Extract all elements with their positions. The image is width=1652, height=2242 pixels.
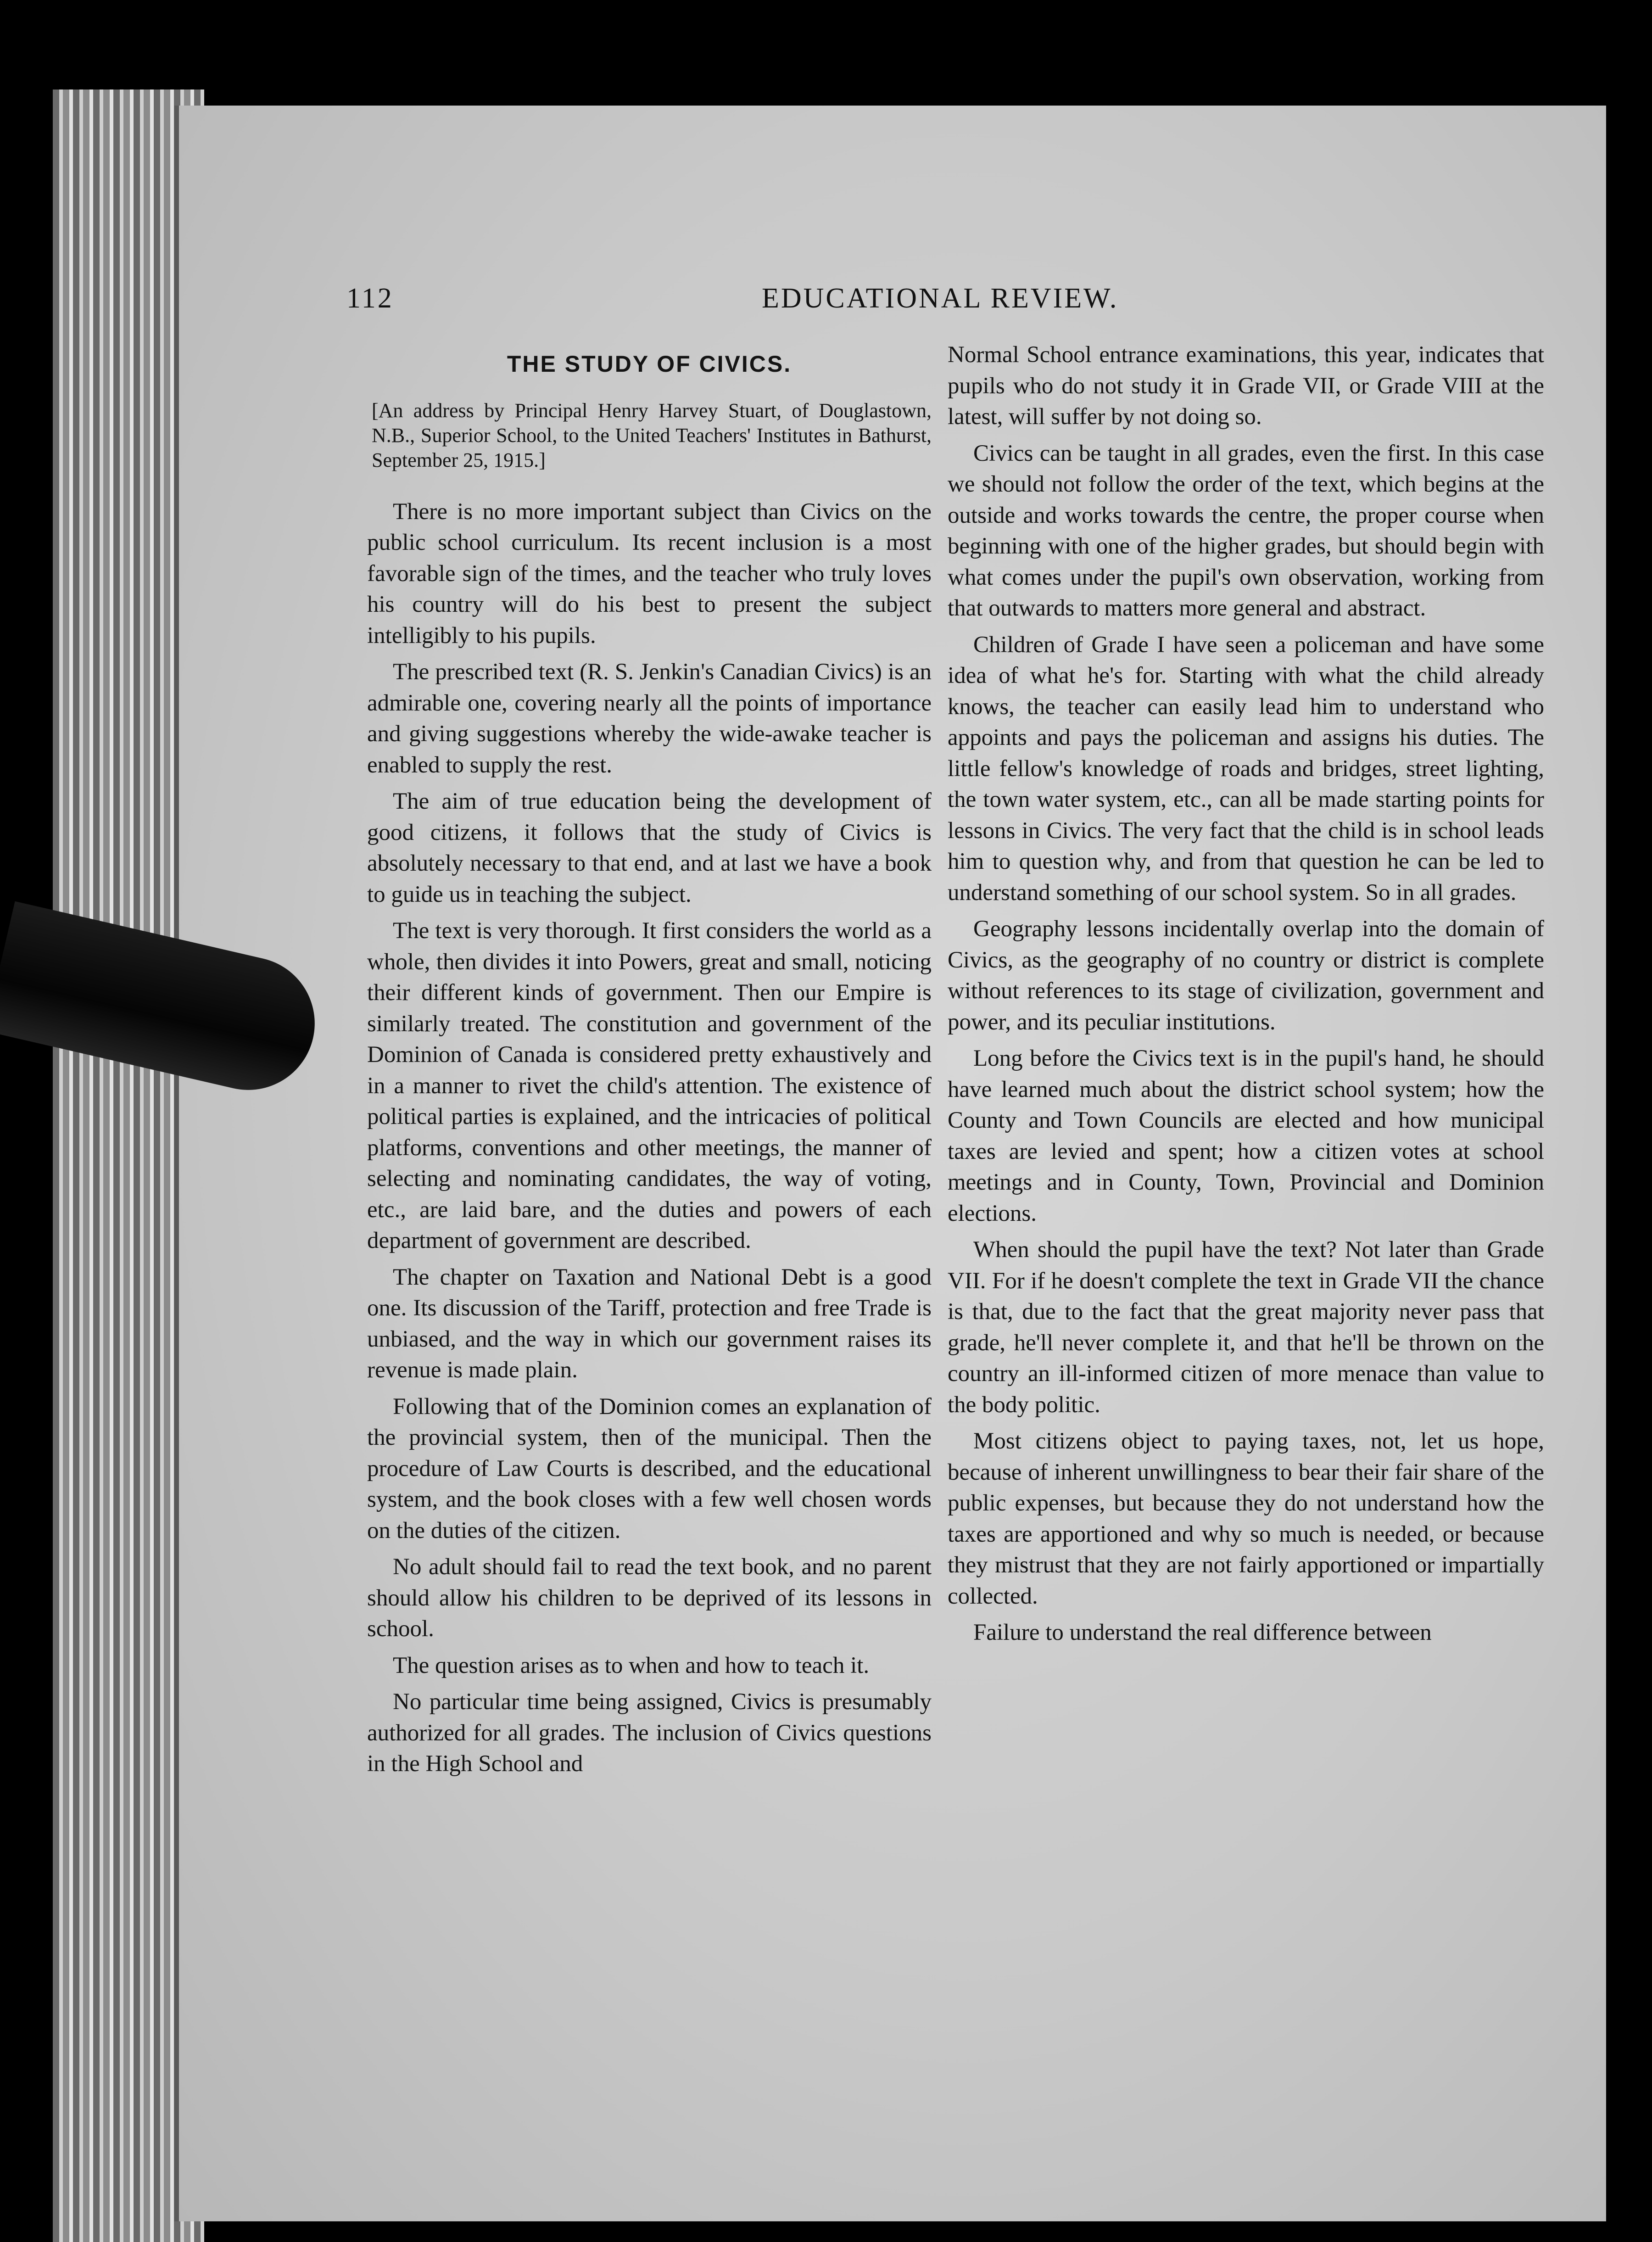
article-byline: [An address by Principal Henry Harvey Stuart, of Douglastown, N.B., Superior School, to the United Teachers' Institutes in Bathurst, September 25, 1915.]	[372, 399, 932, 471]
paragraph: When should the pupil have the text? Not later than Grade VII. For if he doesn't complete the text in Grade VII the chance is that, due to the fact that the great majority never pass that grade, he'll never complete it, and that he'll be thrown on the country an ill-informed citizen of more menace than value to the body politic.	[948, 1237, 1544, 1418]
paragraph: The chapter on Taxation and National Debt is a good one. Its discussion of the Tariff, protection and free Trade is unbiased, and the way in which our government raises its revenue is made plain.	[367, 1264, 932, 1383]
paragraph: Failure to understand the real difference between	[973, 1620, 1432, 1645]
paragraph: Civics can be taught in all grades, even the first. In this case we should not follow the order of the text, which begins at the outside and works towards the centre, the proper course when beginning with one of the higher grades, but should begin with what comes under the pupil's own observation, working from that outwards to matters more general and abstract.	[948, 440, 1544, 621]
paragraph: The text is very thorough. It first considers the world as a whole, then divides it into Powers, great and small, noticing their different kinds of government. Then our Empire is similarly treated. The constitution and government of the Dominion of Canada is considered pretty exhaustively and in a manner to rivet the child's attention. The existence of political parties is explained, and the intricacies of political platforms, conventions and other meetings, the manner of selecting and nominating candidates, the way of voting, etc., are laid bare, and the duties and powers of each department of government are described.	[367, 918, 932, 1253]
page-header	[0, 282, 1652, 324]
paragraph: Most citizens object to paying taxes, not, let us hope, because of inherent unwillingness to bear their fair share of the public expenses, but because they do not understand how the taxes are apportioned and why so much is needed, or because they mistrust that they are not fairly apportioned or impartially collected.	[948, 1428, 1544, 1609]
paragraph: No particular time being assigned, Civics is presumably authorized for all grades. The inclusion of Civics questions in the High School and	[367, 1689, 932, 1777]
paragraph: Following that of the Dominion comes an explanation of the provincial system, then of the municipal. Then the procedure of Law Courts is described, and the educational system, and the book closes with a few well chosen words on the duties of the citizen.	[367, 1393, 932, 1543]
paragraph: The question arises as to when and how to teach it.	[393, 1652, 870, 1678]
left-column	[367, 340, 932, 1785]
page-number: 112	[346, 283, 394, 314]
paragraph: The aim of true education being the development of good citizens, it follows that the study of Civics is absolutely necessary to that end, and at last we have a book to guide us in teaching the subject.	[367, 788, 932, 907]
paragraph: There is no more important subject than Civics on the public school curriculum. Its recent inclusion is a most favorable sign of the times, and the teacher who truly loves his country will do his best to present the subject intelligibly to his pupils.	[367, 498, 932, 649]
article-title: THE STUDY OF CIVICS.	[507, 351, 792, 377]
paragraph: No adult should fail to read the text book, and no parent should allow his children to be deprived of its lessons in school.	[367, 1554, 932, 1642]
right-column	[948, 340, 1544, 1654]
paragraph: Geography lessons incidentally overlap into the domain of Civics, as the geography of no country or district is complete without references to its stage of civilization, government and power, and its peculiar institutions.	[948, 916, 1544, 1035]
paragraph: Children of Grade I have seen a policeman and have some idea of what he's for. Starting with what the child already knows, the teacher can easily lead him to understand who appoints and pays the policeman and assigns his duties. The little fellow's knowledge of roads and bridges, street lighting, the town water system, etc., can all be made starting points for lessons in Civics. The very fact that the child is in school leads him to question why, and from that question he can be led to understand something of our school system. So in all grades.	[948, 632, 1544, 906]
paragraph: Long before the Civics text is in the pupil's hand, he should have learned much about the district school system; how the County and Town Councils are elected and how municipal taxes are levied and spent; how a citizen votes at school meetings and in County, Town, Provincial and Dominion elections.	[948, 1046, 1544, 1226]
running-head: EDUCATIONAL REVIEW.	[762, 283, 1119, 314]
paragraph: The prescribed text (R. S. Jenkin's Canadian Civics) is an admirable one, covering nearly all the points of importance and giving suggestions whereby the wide-awake teacher is enabled to supply the rest.	[367, 659, 932, 778]
paragraph: Normal School entrance examinations, this year, indicates that pupils who do not study it in Grade VII, or Grade VIII at the latest, will suffer by not doing so.	[948, 342, 1544, 430]
